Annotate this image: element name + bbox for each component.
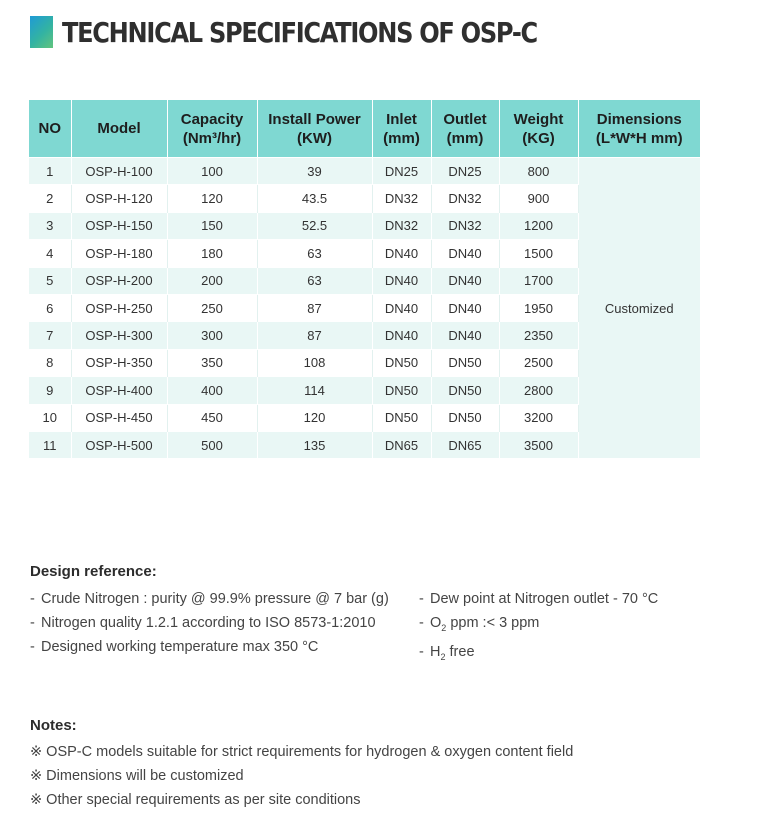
design-reference-item: - Dew point at Nitrogen outlet - 70 °C — [419, 591, 659, 607]
cell-model: OSP-H-200 — [71, 267, 167, 294]
cell-model: OSP-H-350 — [71, 349, 167, 376]
cell-no: 11 — [29, 431, 71, 458]
specifications-table — [29, 100, 700, 458]
cell-capacity: 150 — [167, 212, 257, 239]
column-header-text: Capacity — [180, 110, 244, 128]
table-body — [29, 158, 700, 459]
cell-dimensions: Customized — [578, 158, 700, 459]
cell-outlet: DN40 — [431, 240, 499, 267]
cell-weight: 900 — [499, 185, 578, 212]
cell-power: 87 — [257, 294, 372, 321]
cell-power: 87 — [257, 322, 372, 349]
table-header-row — [29, 100, 700, 158]
notes-list — [30, 740, 573, 812]
design-reference-item: - $O_2$ ppm :< 3 ppm — [419, 615, 540, 633]
cell-model: OSP-H-450 — [71, 404, 167, 431]
cell-outlet: DN32 — [431, 185, 499, 212]
design-reference-item: - Nitrogen quality 1.2.1 according to ISO 8573-1:2010 — [30, 615, 376, 631]
cell-no: 2 — [29, 185, 71, 212]
design-reference-item: - Designed working temperature max 350 °C — [30, 639, 319, 655]
cell-power: 114 — [257, 377, 372, 404]
cell-inlet: DN40 — [372, 267, 431, 294]
cell-inlet: DN40 — [372, 240, 431, 267]
table-row — [29, 158, 700, 185]
column-header-text: (Nm³/hr) — [182, 129, 242, 147]
cell-model: OSP-H-500 — [71, 431, 167, 458]
cell-capacity: 500 — [167, 431, 257, 458]
column-header-text: (KW) — [297, 129, 332, 147]
cell-inlet: DN65 — [372, 431, 431, 458]
column-header-text: Dimensions — [596, 110, 682, 128]
cell-no: 9 — [29, 377, 71, 404]
note-item: ※ OSP-C models suitable for strict requirements for hydrogen & oxygen content field — [30, 744, 574, 760]
cell-model: OSP-H-250 — [71, 294, 167, 321]
column-header-text: Inlet — [386, 110, 417, 128]
design-reference-right-list — [419, 587, 658, 669]
cell-model: OSP-H-150 — [71, 212, 167, 239]
cell-inlet: DN40 — [372, 294, 431, 321]
note-item: ※ Dimensions will be customized — [30, 768, 244, 784]
cell-power: 52.5 — [257, 212, 372, 239]
cell-no: 6 — [29, 294, 71, 321]
notes-title: Notes: — [30, 717, 77, 734]
column-header-text: Model — [97, 120, 141, 137]
cell-power: 108 — [257, 349, 372, 376]
title-accent-bar — [30, 16, 53, 48]
cell-weight: 1700 — [499, 267, 578, 294]
design-reference-title: Design reference: — [30, 563, 157, 580]
cell-power: 135 — [257, 431, 372, 458]
cell-power: 63 — [257, 267, 372, 294]
design-reference-item: - Crude Nitrogen : purity @ 99.9% pressure @ 7 bar (g) — [30, 591, 389, 607]
column-header-text: (mm) — [383, 129, 420, 147]
cell-model: OSP-H-120 — [71, 185, 167, 212]
cell-capacity: 450 — [167, 404, 257, 431]
cell-capacity: 300 — [167, 322, 257, 349]
column-header-weight — [499, 100, 578, 158]
note-item: ※ Other special requirements as per site conditions — [30, 792, 361, 808]
cell-inlet: DN40 — [372, 322, 431, 349]
page-header — [30, 14, 614, 50]
cell-model: OSP-H-100 — [71, 158, 167, 185]
cell-inlet: DN25 — [372, 158, 431, 185]
cell-outlet: DN50 — [431, 404, 499, 431]
cell-no: 7 — [29, 322, 71, 349]
cell-outlet: DN25 — [431, 158, 499, 185]
cell-capacity: 200 — [167, 267, 257, 294]
column-header-text: (L*W*H mm) — [595, 129, 683, 147]
cell-outlet: DN32 — [431, 212, 499, 239]
column-header-text: NO — [38, 120, 61, 137]
cell-no: 4 — [29, 240, 71, 267]
column-header-inlet — [372, 100, 431, 158]
column-header-capacity — [167, 100, 257, 158]
cell-weight: 2350 — [499, 322, 578, 349]
cell-model: OSP-H-300 — [71, 322, 167, 349]
cell-outlet: DN65 — [431, 431, 499, 458]
cell-weight: 2500 — [499, 349, 578, 376]
column-header-install-power — [257, 100, 372, 158]
page-title: TECHNICAL SPECIFICATIONS OF OSP-C — [62, 15, 537, 49]
cell-weight: 3500 — [499, 431, 578, 458]
cell-power: 39 — [257, 158, 372, 185]
cell-inlet: DN32 — [372, 212, 431, 239]
cell-capacity: 100 — [167, 158, 257, 185]
cell-model: OSP-H-180 — [71, 240, 167, 267]
cell-outlet: DN50 — [431, 349, 499, 376]
cell-capacity: 350 — [167, 349, 257, 376]
cell-outlet: DN50 — [431, 377, 499, 404]
cell-power: 120 — [257, 404, 372, 431]
column-header-text: Outlet — [443, 110, 487, 128]
cell-model: OSP-H-400 — [71, 377, 167, 404]
cell-inlet: DN50 — [372, 349, 431, 376]
cell-weight: 1950 — [499, 294, 578, 321]
cell-capacity: 400 — [167, 377, 257, 404]
cell-no: 10 — [29, 404, 71, 431]
column-header-text: (KG) — [522, 129, 555, 147]
cell-inlet: DN50 — [372, 377, 431, 404]
design-reference-item: - $H_2$ free — [419, 643, 475, 662]
cell-inlet: DN50 — [372, 404, 431, 431]
cell-outlet: DN40 — [431, 322, 499, 349]
cell-power: 43.5 — [257, 185, 372, 212]
cell-weight: 3200 — [499, 404, 578, 431]
cell-power: 63 — [257, 240, 372, 267]
cell-capacity: 250 — [167, 294, 257, 321]
column-header-text: Weight — [513, 110, 564, 128]
cell-outlet: DN40 — [431, 294, 499, 321]
cell-no: 5 — [29, 267, 71, 294]
cell-inlet: DN32 — [372, 185, 431, 212]
column-header-text: Install Power — [268, 110, 361, 128]
cell-capacity: 180 — [167, 240, 257, 267]
design-reference-left-list — [30, 587, 389, 659]
cell-outlet: DN40 — [431, 267, 499, 294]
column-header-model — [71, 100, 167, 158]
column-header-text: (mm) — [446, 129, 484, 147]
cell-no: 8 — [29, 349, 71, 376]
column-header-outlet — [431, 100, 499, 158]
cell-weight: 2800 — [499, 377, 578, 404]
cell-no: 1 — [29, 158, 71, 185]
cell-capacity: 120 — [167, 185, 257, 212]
cell-weight: 800 — [499, 158, 578, 185]
column-header-dimensions — [578, 100, 700, 158]
cell-no: 3 — [29, 212, 71, 239]
column-header-no — [29, 100, 71, 158]
cell-weight: 1500 — [499, 240, 578, 267]
cell-weight: 1200 — [499, 212, 578, 239]
